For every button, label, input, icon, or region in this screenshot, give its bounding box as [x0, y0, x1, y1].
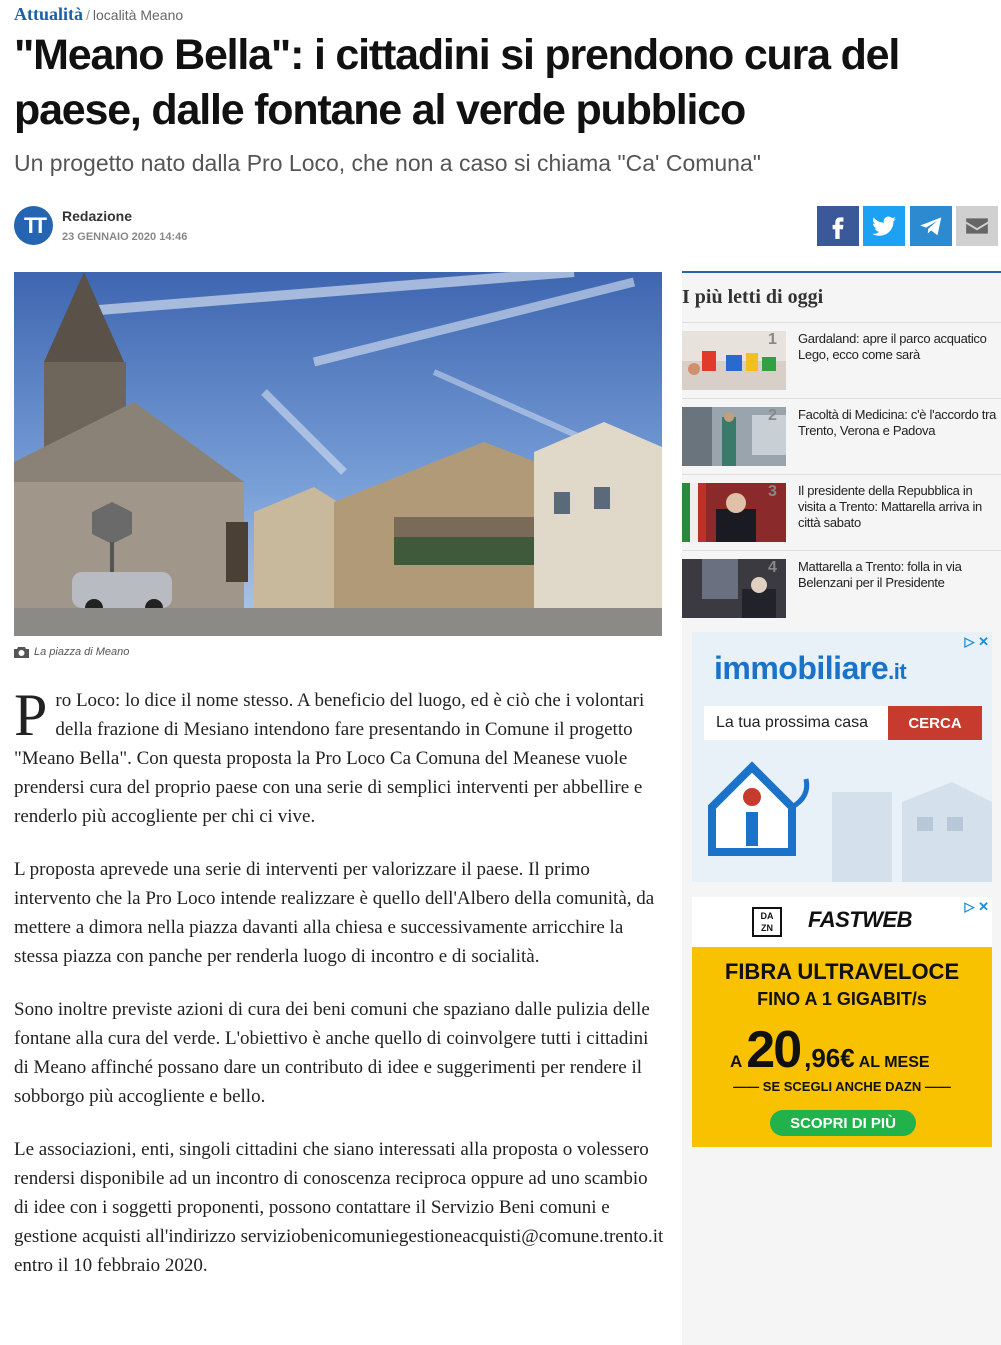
most-read-rank-2: 2: [768, 407, 777, 424]
immobiliare-search-button[interactable]: CERCA: [888, 706, 982, 740]
breadcrumb-location-link[interactable]: località Meano: [92, 7, 184, 23]
fastweb-logo: FASTWEB: [808, 907, 913, 932]
fastweb-price: [730, 1020, 930, 1080]
article-title: "Meano Bella": i cittadini si prendono cura del paese, dalle fontane al verde pubblico: [14, 31, 900, 134]
mail-icon: [964, 213, 990, 239]
most-read-title: I più letti di oggi: [682, 286, 824, 308]
most-read-rank-1: 1: [768, 331, 777, 348]
sidebar-top-rule: [682, 271, 1001, 273]
share-telegram-button[interactable]: [910, 206, 952, 246]
immobiliare-logo: [714, 650, 906, 687]
most-read-rank-3: 3: [768, 483, 777, 500]
most-read-link-3[interactable]: Il presidente della Repubblica in visita a Trento: Mattarella arriva in città sabato: [798, 483, 982, 530]
fastweb-speed: FINO A 1 GIGABIT/s: [757, 989, 927, 1009]
paragraph-1: [14, 682, 664, 831]
image-caption: [14, 646, 129, 658]
most-read-item-4[interactable]: [682, 550, 1001, 626]
immobiliare-logo-suffix: .it: [888, 659, 907, 684]
twitter-icon: [871, 213, 897, 239]
article-body: [14, 682, 664, 1304]
fastweb-cta-button[interactable]: SCOPRI DI PIÙ: [770, 1110, 916, 1136]
article-subtitle: Un progetto nato dalla Pro Loco, che non a caso si chiama "Ca' Comuna": [14, 150, 761, 176]
paragraph-2: L proposta aprevede una serie di interventi per valorizzare il paese. Il primo intervento che la Pro Loco intende realizzare è quello dell'Albero della comunità, da mettere a dimora nella piazza davanti alla chiesa e successivamente arricchire la stessa piazza con panche per renderla luogo di incontro e di socialità.: [14, 859, 655, 967]
immobiliare-logo-name: immobiliare: [714, 650, 889, 686]
ad-fastweb[interactable]: [692, 897, 992, 1147]
dropcap: P: [14, 682, 48, 748]
camera-icon: [14, 646, 29, 658]
most-read-item-3[interactable]: [682, 474, 1001, 550]
most-read-item-1[interactable]: [682, 322, 1001, 398]
dazn-logo: DA ZN: [752, 907, 782, 937]
most-read-item-2[interactable]: [682, 398, 1001, 474]
breadcrumb-category-link[interactable]: Attualità: [14, 4, 83, 24]
most-read-link-1[interactable]: Gardaland: apre il parco acquatico Lego, ecco come sarà: [798, 331, 987, 362]
price-cents: ,96€: [804, 1043, 855, 1073]
most-read-link-2[interactable]: Facoltà di Medicina: c'è l'accordo tra Trento, Verona e Padova: [798, 407, 997, 438]
price-suffix: AL MESE: [858, 1054, 930, 1071]
hero-image[interactable]: [14, 272, 662, 636]
breadcrumb-separator: /: [86, 7, 90, 23]
share-twitter-button[interactable]: [863, 206, 905, 246]
caption-text: La piazza di Meano: [34, 646, 130, 658]
paragraph-3: Sono inoltre previste azioni di cura dei beni comuni che spaziano dalle pulizia delle fontane alla cura del verde. L'obiettivo è anche quello di coinvolgere tutti i cittadini di Meano affinché possano dare un contributo di idee e suggerimenti per rendere il sobborgo più accogliente e bello.: [14, 999, 650, 1107]
adchoices-icon-2[interactable]: ▷ ✕: [964, 899, 989, 914]
immobiliare-search-field[interactable]: La tua prossima casa: [704, 706, 888, 740]
publish-date: 23 GENNAIO 2020 14:46: [62, 231, 188, 243]
share-facebook-button[interactable]: [817, 206, 859, 246]
telegram-icon: [918, 213, 944, 239]
paragraph-1-text: ro Loco: lo dice il nome stesso. A beneficio del luogo, ed è ciò che i volontari della frazione di Mesiano intendono fare presentando in Comune il progetto "Meano Bella". Con questa proposta la Pro Loco Ca Comuna del Meanese vuole prendersi cura del proprio paese con una serie di semplici interventi per abbellire e renderlo più accogliente per chi ci vive.: [14, 690, 645, 827]
most-read-list: [682, 322, 1001, 626]
facebook-icon: [825, 213, 851, 239]
price-prefix: A: [730, 1052, 743, 1071]
author-name[interactable]: Redazione: [62, 208, 133, 224]
breadcrumb: [14, 4, 183, 25]
share-email-button[interactable]: [956, 206, 998, 246]
fastweb-headline: FIBRA ULTRAVELOCE: [724, 959, 960, 984]
author-avatar[interactable]: TT: [14, 206, 53, 245]
fastweb-header: [692, 897, 992, 947]
most-read-link-4[interactable]: Mattarella a Trento: folla in via Belenzani per il Presidente: [798, 559, 962, 590]
most-read-rank-4: 4: [768, 559, 777, 576]
ad-immobiliare[interactable]: [692, 632, 992, 882]
adchoices-icon[interactable]: ▷ ✕: [964, 634, 989, 649]
piazza-photo: [14, 272, 662, 636]
price-integer: 20: [746, 1021, 801, 1079]
fastweb-dazn-note: —— SE SCEGLI ANCHE DAZN ——: [733, 1079, 951, 1094]
paragraph-4: Le associazioni, enti, singoli cittadini che siano interessati alla proposta o volessero rendersi disponibile ad un incontro di conoscenza reciproca oppure ad uno scambio di idee con i soggetti proponenti, possono contattare il Servizio Beni comuni e gestione acquisti all'indirizzo serviziobenicomuniegestioneacquisti@comune.trento.it entro il 10 febbraio 2020.: [14, 1139, 664, 1276]
